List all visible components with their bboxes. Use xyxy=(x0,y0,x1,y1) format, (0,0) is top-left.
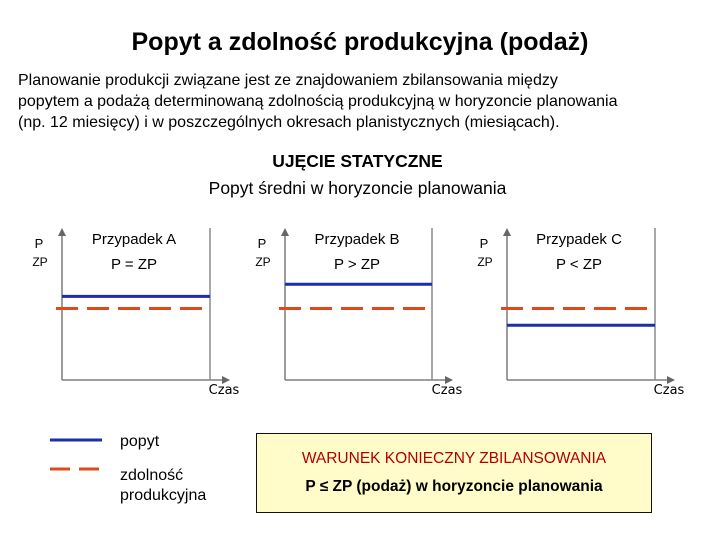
x-label-czas: Czas xyxy=(431,383,463,398)
y-label-p: P xyxy=(34,236,44,251)
case-title: Przypadek B xyxy=(314,231,400,248)
y-axis-arrow xyxy=(281,228,289,236)
x-label-czas: Czas xyxy=(653,383,685,398)
legend-capacity-line1: zdolność xyxy=(120,467,184,484)
y-label-p: P xyxy=(479,236,489,251)
legend-capacity-label xyxy=(120,466,206,506)
case-title: Przypadek A xyxy=(91,231,177,248)
legend-demand-label: popyt xyxy=(120,433,160,450)
x-label-czas: Czas xyxy=(208,383,240,398)
case-relation: P = ZP xyxy=(111,256,157,273)
section-subtitle: Popyt średni w horyzoncie planowania xyxy=(208,178,507,198)
y-label-p: P xyxy=(257,236,267,251)
intro-line: Planowanie produkcji związane jest ze znajdowaniem zbilansowania między xyxy=(18,72,558,89)
page-title: Popyt a zdolność produkcyjna (podaż) xyxy=(131,28,589,56)
y-axis-arrow xyxy=(58,228,66,236)
condition-title: WARUNEK KONIECZNY ZBILANSOWANIA xyxy=(301,450,607,467)
intro-line: (np. 12 miesięcy) i w poszczególnych okresach planistycznych (miesiącach). xyxy=(18,114,560,131)
y-label-zp: ZP xyxy=(32,255,48,269)
legend-capacity-line2: produkcyjna xyxy=(120,487,207,504)
case-title: Przypadek C xyxy=(536,231,622,248)
y-label-zp: ZP xyxy=(255,255,271,269)
case-relation: P > ZP xyxy=(334,256,380,273)
case-relation: P < ZP xyxy=(556,256,602,273)
condition-box xyxy=(256,433,652,513)
condition-formula: P ≤ ZP (podaż) w horyzoncie planowania xyxy=(305,478,603,495)
y-axis-arrow xyxy=(503,228,511,236)
y-label-zp: ZP xyxy=(477,255,493,269)
intro-line: popytem a podażą determinowaną zdolnością produkcyjną w horyzoncie planowania xyxy=(18,93,618,110)
section-title: UJĘCIE STATYCZNE xyxy=(272,151,443,171)
